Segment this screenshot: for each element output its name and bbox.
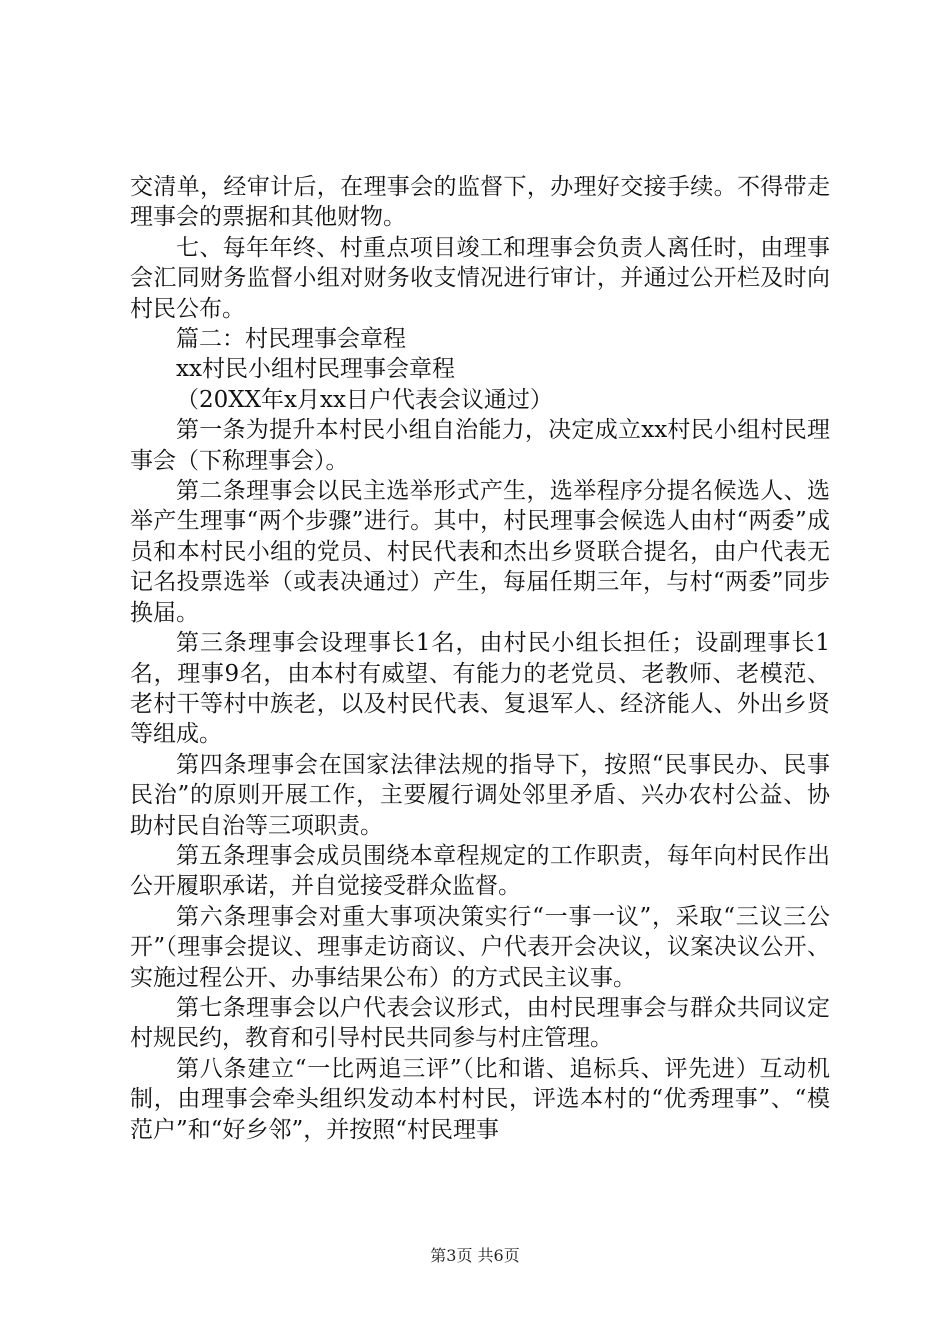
article-5: 第五条理事会成员围绕本章程规定的工作职责，每年向村民作出公开履职承诺，并自觉接受群众监督。	[130, 842, 830, 900]
article-7: 第七条理事会以户代表会议形式，由村民理事会与群众共同议定村规民约，教育和引导村民共同参与村庄管理。	[130, 994, 830, 1052]
article-1: 第一条为提升本村民小组自治能力，决定成立xx村民小组村民理事会（下称理事会）。	[130, 417, 830, 474]
page-footer	[0, 1246, 950, 1266]
article-2: 第二条理事会以民主选举形式产生，选举程序分提名候选人、选举产生理事“两个步骤”进行。其中，村民理事会候选人由村“两委”成员和本村民小组的党员、村民代表和杰出乡贤联合提名，由户代表无记名投票选举（或表决通过）产生，每届任期三年，与村“两委”同步换届。	[130, 478, 830, 626]
paragraph-item-seven: 七、每年年终、村重点项目竣工和理事会负责人离任时，由理事会汇同财务监督小组对财务收支情况进行审计，并通过公开栏及时向村民公布。	[130, 234, 830, 322]
article-3: 第三条理事会设理事长1名，由村民小组长担任；设副理事长1名，理事9名，由本村有威望、有能力的老党员、老教师、老模范、老村干等村中族老，以及村民代表、复退军人、经济能人、外出乡贤等组成。	[130, 630, 830, 748]
document-title: xx村民小组村民理事会章程	[176, 356, 455, 383]
article-6: 第六条理事会对重大事项决策实行“一事一议”，采取“三议三公开”（理事会提议、理事走访商议、户代表开会决议，议案决议公开、实施过程公开、办事结果公布）的方式民主议事。	[130, 903, 830, 991]
paragraph-continuation: 交清单，经审计后，在理事会的监督下，办理好交接手续。不得带走理事会的票据和其他财物。	[130, 174, 830, 231]
page-indicator: 第3页 共6页	[430, 1246, 520, 1265]
document-subtitle: （20XX年x月xx日户代表会议通过）	[176, 386, 553, 413]
section-heading: 篇二：村民理事会章程	[176, 326, 406, 353]
article-8: 第八条建立“一比两追三评”（比和谐、追标兵、评先进）互动机制，由理事会牵头组织发动本村村民，评选本村的“优秀理事”、“模范户”和“好乡邻”，并按照“村民理事	[130, 1055, 830, 1143]
document-body	[130, 172, 830, 1145]
article-4: 第四条理事会在国家法律法规的指导下，按照“民事民办、民事民治”的原则开展工作，主要履行调处邻里矛盾、兴办农村公益、协助村民自治等三项职责。	[130, 751, 830, 839]
